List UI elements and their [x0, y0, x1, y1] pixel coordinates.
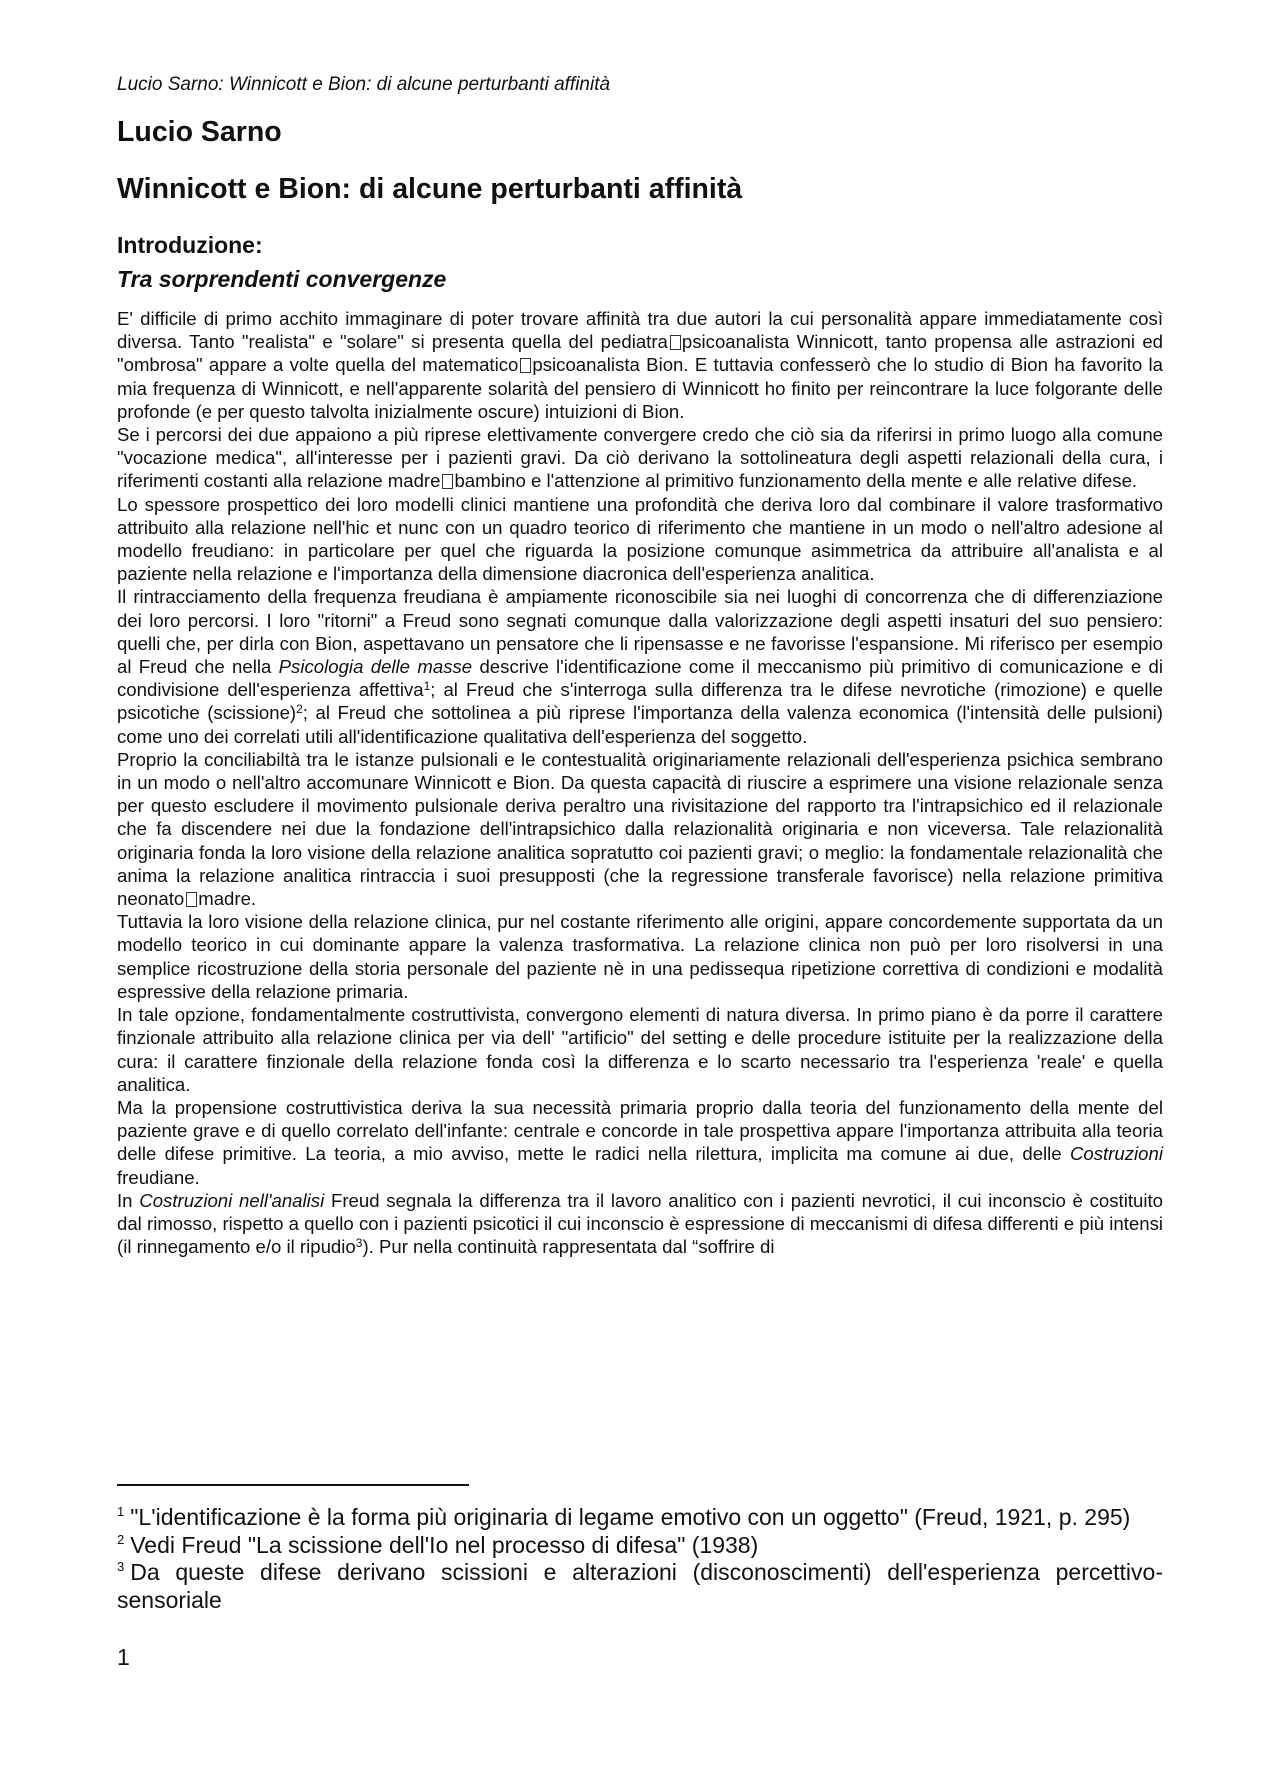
paragraph: Tuttavia la loro visione della relazione clinica, pur nel costante riferimento alle origini, appare concordemente supportata da un modello teorico in cui dominante appare la valenza trasformativa. La relazione clinica non può per loro risolversi in una semplice ricostruzione della storia personale del paziente nè in una pedissequa ripetizione correttiva di condizioni e modalità espressive della relazione primaria.: [117, 911, 1163, 1002]
footnotes: [117, 1504, 1163, 1614]
body-text: [117, 307, 1163, 1258]
footnote-number: 2: [117, 1531, 125, 1547]
page-number: 1: [117, 1644, 130, 1670]
footnote-ref[interactable]: 3: [355, 1236, 363, 1251]
running-header: Lucio Sarno: Winnicott e Bion: di alcune perturbanti affinità: [117, 74, 611, 95]
footnote-ref[interactable]: 2: [296, 702, 303, 717]
subsection-heading: Tra sorprendenti convergenze: [117, 266, 447, 292]
paragraph: In Costruzioni nell'analisi Freud segnala la differenza tra il lavoro analitico con i pazienti nevrotici, il cui inconscio è costituito dal rimosso, rispetto a quello con i pazienti psicotici il cui inconscio è espressione di meccanismi di difesa differenti e più intensi (il rinnegamento e/o il ripudio$^3$). Pur nella continuità rappresentata dal “soffrire di: [117, 1189, 1163, 1258]
missing-glyph-icon: [520, 358, 531, 373]
missing-glyph-icon: [670, 335, 681, 350]
paragraph: Se i percorsi dei due appaiono a più riprese elettivamente convergere credo che ciò sia da riferirsi in primo luogo alla comune "vocazione medica", all'interesse per i pazienti gravi. Da ciò derivano la sottolineatura degli aspetti relazionali della cura, i riferimenti costanti alla relazione madre bambino e l'attenzione al primitivo funzionamento della mente e alle relative difese.: [117, 424, 1163, 492]
paragraph: Lo spessore prospettico dei loro modelli clinici mantiene una profondità che deriva loro dal combinare il valore trasformativo attribuito alla relazione nell'hic et nunc con un quadro teorico di riferimento che mantiene in un modo o nell'altro adesione al modello freudiano: in particolare per quel che riguarda la posizione comunque asimmetrica da attribuire all'analista e al paziente nella relazione e l'importanza della dimensione diacronica dell'esperienza analitica.: [117, 493, 1163, 585]
footnote: $^2$ Vedi Freud "La scissione dell'Io nel processo di difesa" (1938): [117, 1531, 759, 1558]
footnote-number: 3: [117, 1559, 125, 1575]
footnote: $^3$ Da queste difese derivano scissioni e alterazioni (disconoscimenti) dell'esperienza percettivo-sensoriale: [117, 1559, 1163, 1613]
footnote-separator: [117, 1484, 469, 1486]
missing-glyph-icon: [186, 892, 197, 907]
paragraph: Il rintracciamento della frequenza freudiana è ampiamente riconoscibile sia nei luoghi di concorrenza che di differenziazione dei loro percorsi. I loro "ritorni" a Freud sono segnati comunque dalla valorizzazione degli aspetti insaturi del suo pensiero: quelli che, per dirla con Bion, aspettavano un pensatore che li ripensasse e ne favorisse l'espansione. Mi riferisco per esempio al Freud che nella Psicologia delle masse descrive l'identificazione come il meccanismo più primitivo di comunicazione e di condivisione dell'esperienza affettiva$^1$; al Freud che s'interroga sulla differenza tra le difese nevrotiche (rimozione) e quelle psicotiche (scissione)$^2$; al Freud che sottolinea a più riprese l'importanza della valenza economica (l'intensità delle pulsioni) come uno dei correlati utili all'identificazione qualitativa dell'esperienza del soggetto.: [117, 586, 1163, 747]
footnote-number: 1: [117, 1504, 125, 1519]
paragraph: Proprio la conciliabiltà tra le istanze pulsionali e le contestualità originariamente relazionali dell'esperienza psichica sembrano in un modo o nell'altro accomunare Winnicott e Bion. Da questa capacità di riuscire a esprimere una visione relazionale senza per questo escludere il movimento pulsionale deriva peraltro una rivisitazione del rapporto tra l'intrapsichico ed il relazionale che fa discendere nei due la fondazione dell'intrapsichico dalla relazionalità originaria e non viceversa. Tale relazionalità originaria fonda la loro visione della relazione analitica sopratutto coi pazienti gravi; o meglio: la fondamentale relazionalità che anima la relazione analitica rintraccia i suoi presupposti (che la regressione transferale favorisce) nella relazione primitiva neonato madre.: [117, 748, 1163, 910]
footnote: $^1$ "L'identificazione è la forma più originaria di legame emotivo con un oggetto" (Freud, 1921, p. 295): [117, 1504, 1131, 1530]
paragraph: In tale opzione, fondamentalmente costruttivista, convergono elementi di natura diversa. In primo piano è da porre il carattere finzionale attribuito alla relazione clinica per via dell' "artificio" del setting e delle procedure istituite per la realizzazione della cura: il carattere finzionale della relazione fonda così la differenza e lo scarto necessario tra l'esperienza 'reale' e quella analitica.: [117, 1004, 1163, 1095]
paragraph: Ma la propensione costruttivistica deriva la sua necessità primaria proprio dalla teoria del funzionamento della mente del paziente grave e di quello correlato dell'infante: centrale e concorde in tale prospettiva appare l'importanza attribuita alla teoria delle difese primitive. La teoria, a mio avviso, mette le radici nella rilettura, implicita ma comune ai due, delle Costruzioni freudiane.: [117, 1096, 1163, 1188]
paragraph: E' difficile di primo acchito immaginare di poter trovare affinità tra due autori la cui personalità appare immediatamente così diversa. Tanto "realista" e "solare" si presenta quella del pediatra psicoanalista Winnicott, tanto propensa alle astrazioni ed "ombrosa" appare a volte quella del matematico psicoanalista Bion. E tuttavia confesserò che lo studio di Bion ha favorito la mia frequenza di Winnicott, e nell'apparente solarità del pensiero di Winnicott ho finito per reincontrare la luce folgorante delle profonde (e per questo talvolta inizialmente oscure) intuizioni di Bion.: [117, 308, 1163, 422]
section-heading: Introduzione:: [117, 232, 263, 258]
missing-glyph-icon: [442, 474, 453, 489]
article-title: Winnicott e Bion: di alcune perturbanti affinità: [117, 173, 743, 205]
footnote-ref[interactable]: 1: [423, 679, 431, 694]
author-name: Lucio Sarno: [117, 116, 282, 148]
